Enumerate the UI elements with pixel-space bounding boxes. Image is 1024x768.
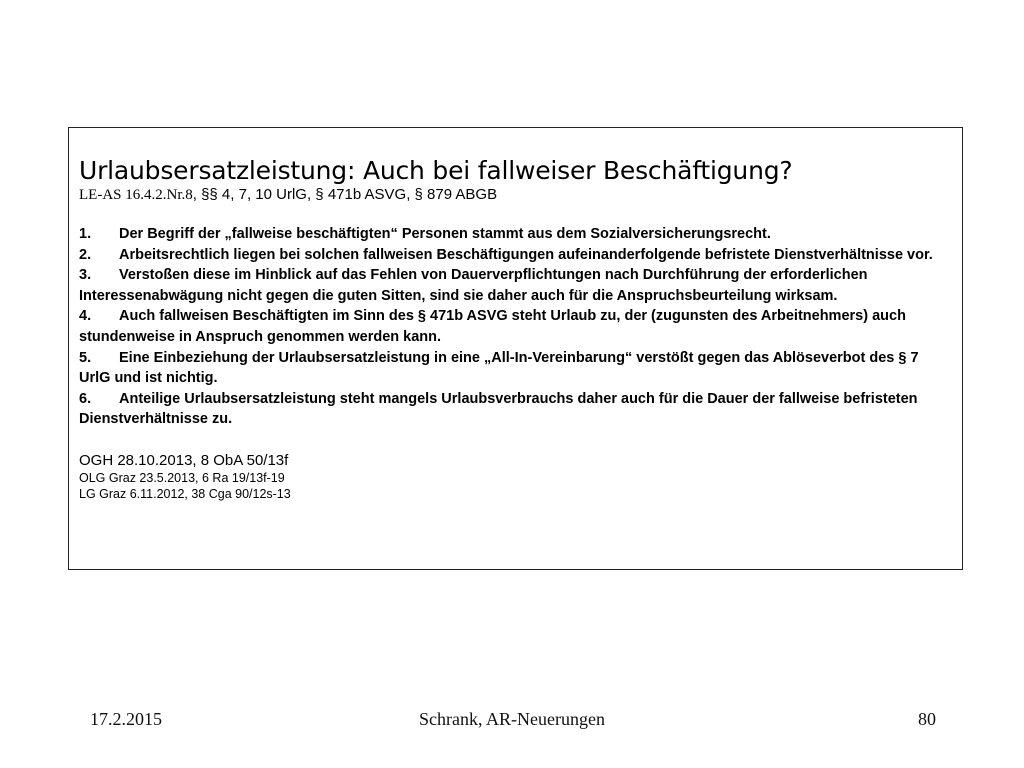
point-text: Anteilige Urlaubsersatzleistung steht mangels Urlaubsverbrauchs daher auch für die Dauer der fallweise befristeten Dienstverhältnisse zu. [79, 390, 918, 428]
court-reference-first-instance: LG Graz 6.11.2012, 38 Cga 90/12s-13 [79, 486, 291, 501]
point-text: Eine Einbeziehung der Urlaubsersatzleistung in eine „All-In-Vereinbarung“ verstößt gegen das Ablöseverbot des § 7 UrlG und ist nichtig. [79, 349, 919, 387]
footer-date: 17.2.2015 [90, 709, 162, 729]
point-text: Der Begriff der „fallweise beschäftigten“ Personen stammt aus dem Sozialversicherungsrecht. [119, 226, 771, 242]
point-number: 2. [79, 246, 92, 263]
list-item [79, 348, 952, 389]
court-references [79, 451, 952, 502]
citation-line [79, 186, 952, 204]
footer-title: Schrank, AR-Neuerungen [419, 709, 605, 729]
list-item [79, 265, 952, 306]
point-number: 6. [79, 390, 92, 407]
point-text: Verstoßen diese im Hinblick auf das Fehlen von Dauerverpflichtungen nach Durchführung der erforderlichen Interessenabwägung nicht gegen die guten Sitten, sind sie daher auch für die Anspruchsbeurteilung wirksam. [79, 267, 868, 304]
citation-source: LE-AS 16.4.2.Nr.8 [79, 187, 193, 203]
point-number: 5. [79, 349, 92, 366]
list-item [79, 306, 952, 347]
court-reference-main: OGH 28.10.2013, 8 ObA 50/13f [79, 451, 289, 469]
citation-statutes: , §§ 4, 7, 10 UrlG, § 471b ASVG, § 879 ABGB [192, 186, 498, 203]
list-item [79, 224, 952, 245]
point-text: Arbeitsrechtlich liegen bei solchen fallweisen Beschäftigungen aufeinanderfolgende befristete Dienstverhältnisse vor. [119, 246, 933, 263]
point-number: 4. [79, 308, 92, 325]
point-number: 1. [79, 226, 92, 242]
points-list [79, 224, 952, 430]
slide-title: Urlaubsersatzleistung: Auch bei fallweiser Beschäftigung? [79, 156, 793, 185]
list-item [79, 389, 952, 430]
content-box [68, 127, 963, 570]
court-reference-appeal: OLG Graz 23.5.2013, 6 Ra 19/13f-19 [79, 470, 285, 485]
page-number: 80 [918, 709, 936, 729]
point-number: 3. [79, 267, 92, 284]
point-text: Auch fallweisen Beschäftigten im Sinn des § 471b ASVG steht Urlaub zu, der (zugunsten des Arbeitnehmers) auch stundenweise in Anspruch genommen werden kann. [79, 308, 906, 345]
list-item [79, 245, 952, 266]
